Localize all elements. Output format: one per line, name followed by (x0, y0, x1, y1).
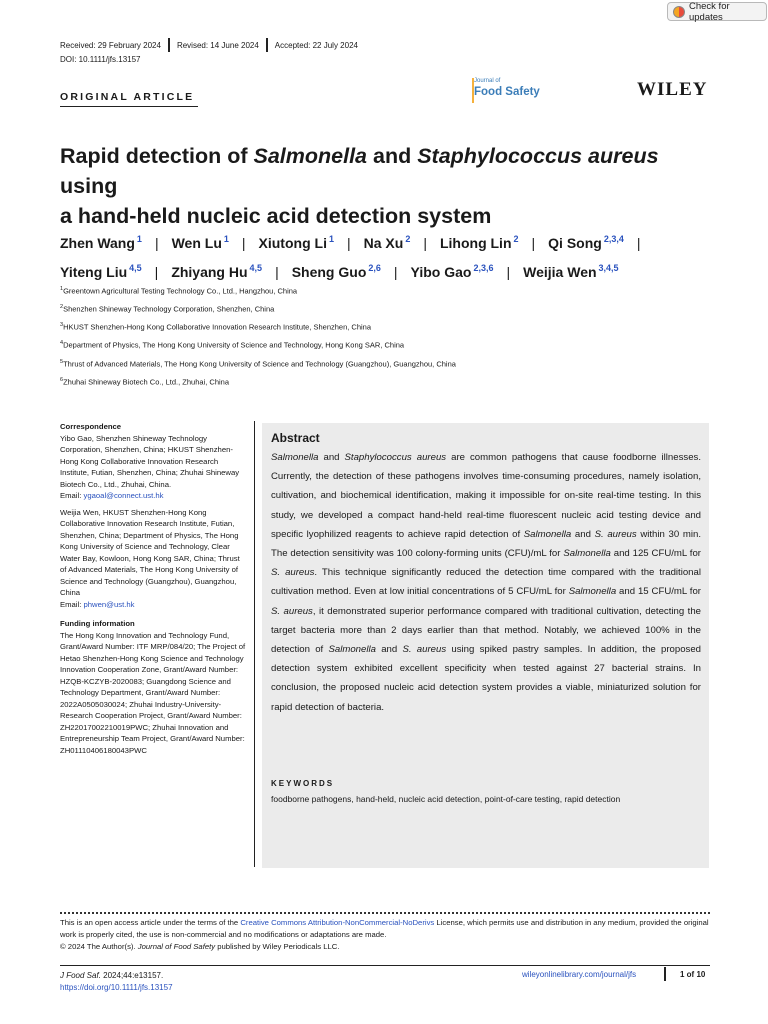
correspondence-entry (60, 507, 248, 611)
column-divider (254, 421, 255, 867)
journal-site-link[interactable]: wileyonlinelibrary.com/journal/jfs (522, 970, 637, 979)
article-title (60, 141, 720, 231)
abstract-heading: Abstract (271, 431, 320, 445)
author[interactable] (171, 264, 262, 280)
species-name: Salmonella (328, 644, 376, 656)
affiliation-text: Thrust of Advanced Materials, The Hong Kong University of Science and Technology (Guangzhou), Guangzhou, China (63, 359, 456, 369)
author-affiliation-sup: 1 (328, 234, 334, 244)
author[interactable] (548, 235, 624, 251)
author[interactable] (292, 264, 381, 280)
species-name: Salmonella (563, 548, 611, 560)
affiliation-text: Shenzhen Shineway Technology Corporation, Shenzhen, China (63, 304, 275, 314)
species-name: S. aureus (594, 528, 637, 540)
species-name: Staphylococcus aureus (344, 452, 447, 463)
author-separator: | (154, 235, 159, 251)
author-name: Wen Lu (171, 235, 222, 251)
correspondence-entry (60, 433, 248, 502)
author[interactable] (259, 235, 334, 251)
article-dates (60, 38, 358, 52)
copyright-text: © 2024 The Author(s). (60, 942, 138, 951)
email-link[interactable]: phwen@ust.hk (83, 599, 135, 609)
species-name: S. aureus (271, 567, 315, 579)
author[interactable] (440, 235, 519, 251)
species-name: Salmonella (523, 528, 572, 540)
revised-date: Revised: 14 June 2024 (176, 40, 259, 50)
journal-logo (472, 78, 548, 103)
copyright-journal: Journal of Food Safety (137, 942, 216, 951)
author-name: Zhiyang Hu (171, 264, 248, 280)
author[interactable] (172, 235, 229, 251)
date-separator (168, 38, 170, 52)
citation (60, 970, 173, 994)
abstract-run: are common pathogens that cause foodborne illnesses. Currently, the detection of these pathogens involves time-consuming procedures, namely isolation, cultivation, and biochemical identification, making it impossible for on-site real-time testing. In this study, we developed a compact hand-held real-time fluorescent nucleic acid testing device and specific lyophilized reagents to achieve rapid detection of (271, 452, 701, 540)
species-name: Salmonella (568, 586, 617, 598)
author-affiliation-sup: 2,3,4 (603, 234, 624, 244)
doi-link[interactable]: https://doi.org/10.1111/jfs.13157 (60, 983, 173, 992)
journal-logo-name: Food Safety (474, 86, 540, 98)
check-for-updates-button[interactable] (667, 2, 767, 21)
divider (60, 106, 198, 107)
author-affiliation-sup: 2 (405, 234, 411, 244)
page-separator (664, 967, 666, 981)
affiliation-text: Department of Physics, The Hong Kong University of Science and Technology, Hong Kong SAR, China (63, 340, 405, 350)
abstract-run: and (318, 452, 345, 463)
affiliation-number: 6 (60, 377, 64, 383)
license-text: License, which permits use and distribution in any medium, provided the original work is properly cited, the use is non-commercial and no modifications or adaptations are made. (60, 918, 709, 939)
abstract-text (271, 448, 701, 717)
author[interactable] (364, 235, 411, 251)
abstract-run: and (375, 644, 403, 656)
email-link[interactable]: ygaoal@connect.ust.hk (83, 491, 164, 500)
author-separator: | (506, 264, 511, 280)
author-affiliation-sup: 2 (513, 234, 519, 244)
footer-divider (60, 965, 710, 966)
affiliation-text: Zhuhai Shineway Biotech Co., Ltd., Zhuhai, China (63, 377, 229, 387)
keywords-heading: KEYWORDS (271, 779, 335, 788)
email-label: Email: (60, 599, 84, 609)
funding-text: The Hong Kong Innovation and Technology Fund, Grant/Award Number: ITF MRP/084/20; The Project of Hetao Shenzhen-Hong Kong Science and Technology Innovation Cooperation Zone, Grant/Award Number: HZQB-KCZYB-2020083; Guangdong Science and Technology Department, Grant/Award Number: 2022A0505030024; Zhuhai Industry-University-Research Cooperation Project, Grant/Award Number: ZH22017002210019PWC; Zhuhai Innovation and Entrepreneurship Team Project, Grant/Award Number: ZH01110406180043PWC (60, 630, 246, 755)
author-affiliation-sup: 4,5 (249, 263, 263, 273)
affiliation-number: 4 (60, 340, 64, 346)
affiliation (60, 359, 456, 369)
affiliation-number: 5 (60, 359, 64, 365)
author-affiliation-sup: 1 (223, 234, 229, 244)
author-separator: | (346, 235, 351, 251)
abstract-run: and 15 CFU/mL for (616, 586, 701, 598)
license-link[interactable]: Creative Commons Attribution-NonCommercial-NoDerivs (240, 918, 435, 927)
abstract-run: within 30 min. The detection sensitivity was 100 colony-forming units (CFU)/mL for (271, 528, 701, 560)
article-type: ORIGINAL ARTICLE (60, 91, 195, 103)
title-line-2: a hand-held nucleic acid detection system (60, 204, 492, 228)
author-affiliation-sup: 1 (136, 234, 142, 244)
abstract-run: using spiked pastry samples. In addition, the proposed detection system exhibited excellent specificity when tested against 27 bacterial strains. In conclusion, the proposed nucleic acid detection system provides a viable, miniaturized solution for rapid detection of bacteria. (271, 644, 702, 713)
author-affiliation-sup: 2,3,6 (473, 263, 494, 273)
species-name: S. aureus (271, 605, 313, 617)
citation-text: 2024;44:e13157. (100, 971, 164, 980)
author-separator: | (531, 235, 536, 251)
affiliation (60, 340, 404, 350)
abstract-run: , it demonstrated superior performance compared with traditional cultivation, detecting the target bacteria more than 2 days earlier than that method. Notably, we achieved 100% in the detection of (271, 605, 701, 656)
affiliation-number: 2 (60, 304, 64, 310)
journal-abbrev: J Food Saf. (60, 971, 101, 980)
title-text: using (60, 174, 118, 198)
author-name: Yiteng Liu (60, 264, 128, 280)
copyright-text: published by Wiley Periodicals LLC. (215, 942, 340, 951)
affiliation (60, 304, 274, 314)
license-notice (60, 917, 710, 953)
author-name: Sheng Guo (291, 264, 367, 280)
affiliation-text: Greentown Agricultural Testing Technology Co., Ltd., Hangzhou, China (63, 286, 298, 296)
correspondence-address: Yibo Gao, Shenzhen Shineway Technology Corporation, Shenzhen, China; HKUST Shenzhen-Hong Kong Collaborative Innovation Research Institute, Futian, Shenzhen, China; Zhuhai Shineway Biotech Co., Ltd., Zhuhai, China. (60, 433, 240, 489)
author-name: Lihong Lin (439, 235, 512, 251)
license-text: This is an open access article under the terms of the (60, 918, 241, 927)
received-date: Received: 29 February 2024 (60, 40, 161, 50)
title-text: Rapid detection of (60, 144, 254, 168)
abstract-run: and 125 CFU/mL for (610, 548, 701, 560)
affiliation-number: 3 (60, 322, 64, 328)
author-separator: | (393, 264, 398, 280)
crossmark-icon (673, 6, 685, 18)
author-separator: | (423, 235, 427, 251)
affiliation-text: HKUST Shenzhen-Hong Kong Collaborative Innovation Research Institute, Shenzhen, China (63, 322, 372, 332)
author-name: Weijia Wen (523, 264, 597, 280)
author-name: Na Xu (363, 235, 404, 251)
author-separator: | (636, 235, 641, 251)
affiliation (60, 322, 371, 332)
author-name: Qi Song (548, 235, 602, 251)
doi: DOI: 10.1111/jfs.13157 (60, 55, 141, 64)
author-name: Xiutong Li (258, 235, 327, 251)
author[interactable] (60, 235, 142, 251)
publisher-logo: WILEY (637, 79, 708, 100)
accepted-date: Accepted: 22 July 2024 (274, 40, 358, 50)
abstract-run: and (571, 528, 595, 540)
title-text: and (367, 144, 418, 168)
date-separator (266, 38, 268, 52)
author-name: Yibo Gao (410, 264, 472, 280)
email-label: Email: (60, 491, 84, 500)
license-divider (60, 912, 710, 914)
title-italic: Staphylococcus aureus (417, 144, 659, 168)
correspondence-address: Weijia Wen, HKUST Shenzhen-Hong Kong Collaborative Innovation Research Institute, Futian, Shenzhen, China; Department of Physics, The Hong Kong University of Science and Technology, Clear Water Bay, Kowloon, Hong Kong SAR, China; Thrust of Advanced Materials, The Hong Kong University of Science and Technology (Guangzhou), Guangzhou, China (60, 507, 240, 597)
author[interactable] (523, 264, 618, 280)
title-italic: Salmonella (253, 144, 368, 168)
author-affiliation-sup: 2,6 (368, 263, 381, 273)
author-separator: | (241, 235, 246, 251)
author-name: Zhen Wang (60, 235, 135, 251)
author[interactable] (60, 264, 142, 280)
sidebar (60, 421, 248, 761)
species-name: S. aureus (402, 644, 447, 656)
author-separator: | (275, 264, 279, 280)
affiliation-number: 1 (60, 286, 64, 292)
page-number: 1 of 10 (680, 970, 706, 979)
check-for-updates-label: Check for updates (688, 0, 730, 23)
author-affiliation-sup: 4,5 (129, 263, 142, 273)
author-list (60, 227, 740, 285)
correspondence-heading: Correspondence (60, 422, 122, 431)
species-name: Salmonella (271, 452, 319, 463)
author[interactable] (411, 264, 494, 280)
funding-heading: Funding information (60, 619, 135, 628)
abstract-run: . This technique significantly reduced the detection time compared with the traditional cultivation method. Even at low initial concentrations of 5 CFU/mL for (271, 567, 701, 598)
keywords: foodborne pathogens, hand-held, nucleic acid detection, point-of-care testing, rapid detection (271, 794, 621, 804)
journal-logo-prefix: Journal of (474, 78, 501, 84)
author-affiliation-sup: 3,4,5 (598, 263, 619, 273)
affiliation (60, 286, 297, 296)
affiliation (60, 377, 229, 387)
author-separator: | (154, 264, 159, 280)
